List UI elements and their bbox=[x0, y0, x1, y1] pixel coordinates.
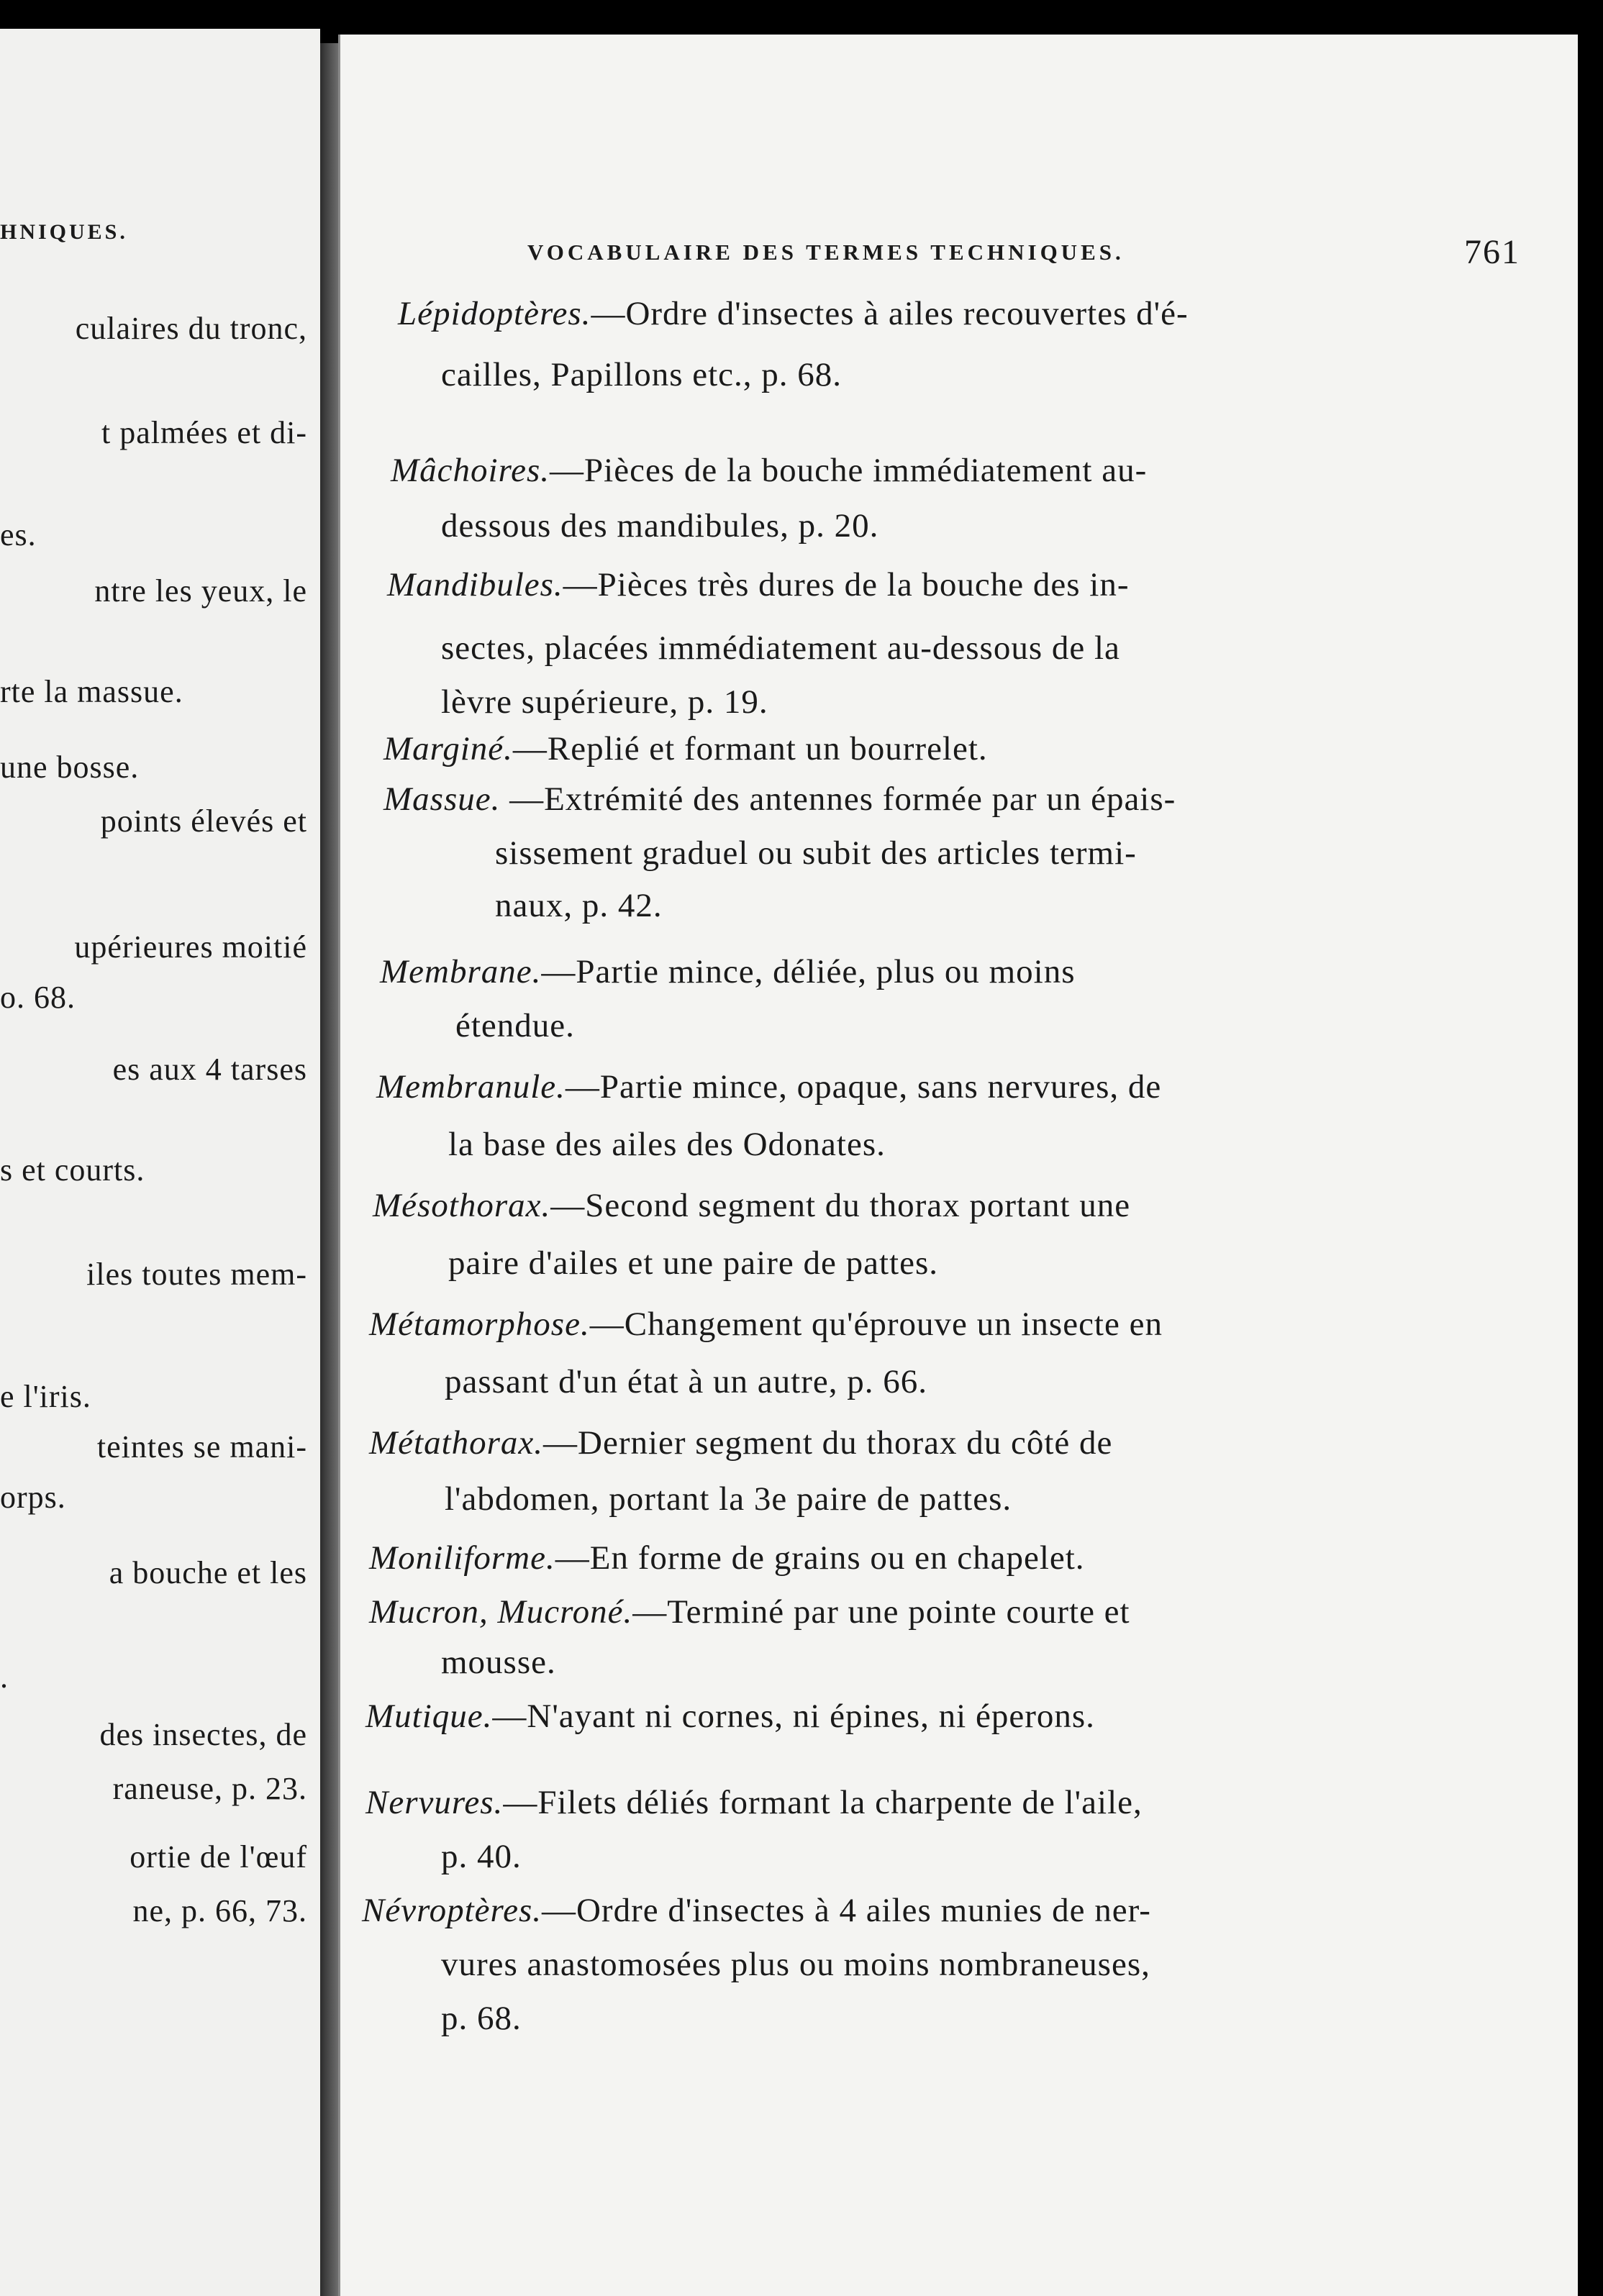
running-head-title: VOCABULAIRE DES TERMES TECHNIQUES. bbox=[527, 240, 1125, 265]
left-text-line: ne, p. 66, 73. bbox=[132, 1893, 307, 1928]
glossary-definition: —Changement qu'éprouve un insecte en bbox=[589, 1306, 1163, 1343]
glossary-definition: —Terminé par une pointe courte et bbox=[632, 1593, 1130, 1631]
glossary-definition: —Dernier segment du thorax du côté de bbox=[543, 1424, 1113, 1462]
left-text-line: ntre les yeux, le bbox=[94, 573, 307, 609]
glossary-term: Membranule. bbox=[376, 1068, 566, 1106]
left-text-line: orps. bbox=[0, 1480, 66, 1515]
left-text-line: o. 68. bbox=[0, 980, 76, 1015]
glossary-entry-line bbox=[369, 1426, 1112, 1460]
glossary-entry-line: dessous des mandibules, p. 20. bbox=[441, 507, 879, 545]
left-text-line: s et courts. bbox=[0, 1152, 145, 1188]
glossary-term: Métathorax. bbox=[369, 1424, 544, 1462]
left-text-line: rte la massue. bbox=[0, 674, 183, 709]
left-text-line: points élevés et bbox=[100, 803, 307, 839]
glossary-definition: —Pièces très dures de la bouche des in- bbox=[563, 566, 1130, 603]
glossary-entry-line bbox=[365, 1786, 1143, 1820]
glossary-entries bbox=[340, 35, 1578, 2296]
glossary-entry-line bbox=[387, 568, 1130, 602]
glossary-definition: —Extrémité des antennes formée par un épais- bbox=[500, 780, 1176, 818]
glossary-entry-line: sectes, placées immédiatement au-dessous de la bbox=[441, 629, 1120, 667]
glossary-entry-line bbox=[365, 1700, 1095, 1734]
glossary-definition: —Ordre d'insectes à 4 ailes munies de ner- bbox=[541, 1892, 1151, 1929]
glossary-entry-line bbox=[391, 454, 1147, 488]
glossary-entry-line bbox=[369, 1595, 1130, 1629]
glossary-term: Mésothorax. bbox=[373, 1187, 551, 1224]
glossary-term: Mâchoires. bbox=[391, 452, 550, 489]
left-text-line: une bosse. bbox=[0, 750, 140, 785]
left-text-line: upérieures moitié bbox=[74, 929, 307, 965]
glossary-definition: —Filets déliés formant la charpente de l'aile, bbox=[503, 1784, 1143, 1821]
left-running-head: HNIQUES. bbox=[0, 220, 128, 244]
left-text-line: es aux 4 tarses bbox=[112, 1052, 307, 1087]
glossary-entry-line: cailles, Papillons etc., p. 68. bbox=[441, 356, 843, 393]
right-page bbox=[338, 35, 1578, 2296]
glossary-term: Membrane. bbox=[380, 953, 542, 990]
glossary-entry-line bbox=[398, 297, 1189, 331]
glossary-term: Mutique. bbox=[365, 1698, 493, 1735]
glossary-entry-line: p. 40. bbox=[441, 1838, 522, 1875]
glossary-entry-line: naux, p. 42. bbox=[495, 887, 663, 924]
glossary-entry-line bbox=[380, 955, 1076, 989]
glossary-entry-line bbox=[362, 1894, 1151, 1928]
glossary-entry-line bbox=[369, 1541, 1085, 1575]
left-text-line: des insectes, de bbox=[99, 1717, 307, 1752]
glossary-term: Mandibules. bbox=[387, 566, 563, 603]
glossary-term: Lépidoptères. bbox=[398, 295, 591, 332]
glossary-entry-line: p. 68. bbox=[441, 2000, 522, 2037]
glossary-definition: —Ordre d'insectes à ailes recouvertes d'é- bbox=[591, 295, 1189, 332]
glossary-term: Marginé. bbox=[383, 730, 513, 767]
glossary-term: Métamorphose. bbox=[369, 1306, 590, 1343]
glossary-definition: —Partie mince, déliée, plus ou moins bbox=[541, 953, 1076, 990]
glossary-definition: —Pièces de la bouche immédiatement au- bbox=[550, 452, 1148, 489]
glossary-term: Mucron, Mucroné. bbox=[369, 1593, 633, 1631]
glossary-entry-line: passant d'un état à un autre, p. 66. bbox=[445, 1363, 927, 1400]
glossary-entry-line: mousse. bbox=[441, 1644, 556, 1681]
glossary-entry-line bbox=[376, 1070, 1161, 1104]
glossary-entry-line: étendue. bbox=[455, 1007, 575, 1044]
glossary-term: Massue. bbox=[383, 780, 501, 818]
left-text-line: . bbox=[0, 1659, 9, 1695]
glossary-entry-line bbox=[373, 1189, 1130, 1223]
page-number: 761 bbox=[1464, 233, 1520, 271]
left-text-line: e l'iris. bbox=[0, 1379, 91, 1414]
glossary-definition: —Second segment du thorax portant une bbox=[550, 1187, 1131, 1224]
glossary-entry-line: paire d'ailes et une paire de pattes. bbox=[448, 1244, 938, 1282]
left-text-line: teintes se mani- bbox=[96, 1429, 307, 1464]
glossary-term: Moniliforme. bbox=[369, 1539, 555, 1577]
left-text-line: iles toutes mem- bbox=[86, 1257, 307, 1292]
left-text-line: t palmées et di- bbox=[101, 415, 307, 450]
glossary-term: Névroptères. bbox=[362, 1892, 542, 1929]
glossary-entry-line bbox=[383, 732, 988, 766]
glossary-definition: —En forme de grains ou en chapelet. bbox=[555, 1539, 1085, 1577]
glossary-definition: —Replié et formant un bourrelet. bbox=[512, 730, 988, 767]
glossary-term: Nervures. bbox=[365, 1784, 504, 1821]
glossary-entry-line bbox=[383, 780, 1176, 818]
left-text-line: raneuse, p. 23. bbox=[112, 1771, 307, 1806]
glossary-entry-line: lèvre supérieure, p. 19. bbox=[441, 683, 768, 721]
left-text-line: ortie de l'œuf bbox=[130, 1839, 307, 1874]
left-text-line: es. bbox=[0, 517, 37, 552]
glossary-definition: —Partie mince, opaque, sans nervures, de bbox=[565, 1068, 1162, 1106]
glossary-entry-line: vures anastomosées plus ou moins nombraneuses, bbox=[441, 1946, 1150, 1983]
glossary-entry-line: l'abdomen, portant la 3e paire de pattes. bbox=[445, 1480, 1012, 1518]
glossary-definition: —N'ayant ni cornes, ni épines, ni éperons. bbox=[492, 1698, 1095, 1735]
glossary-entry-line: la base des ailes des Odonates. bbox=[448, 1126, 886, 1163]
glossary-entry-line: sissement graduel ou subit des articles termi- bbox=[495, 834, 1137, 872]
left-text-line: culaires du tronc, bbox=[75, 311, 307, 346]
glossary-entry-line bbox=[369, 1308, 1163, 1341]
left-page bbox=[0, 29, 320, 2296]
left-text-line: a bouche et les bbox=[109, 1555, 307, 1590]
